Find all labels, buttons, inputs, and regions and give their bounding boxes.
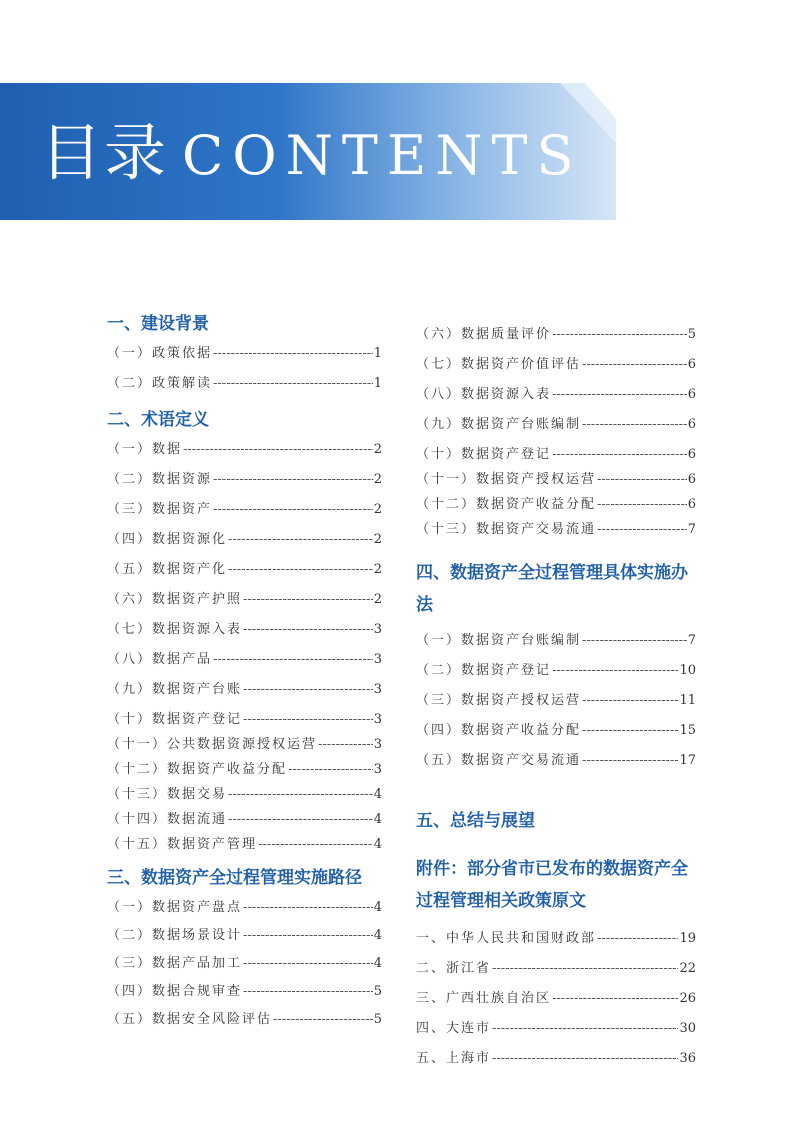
toc-entry[interactable] bbox=[107, 1008, 382, 1036]
toc-entry[interactable] bbox=[107, 558, 382, 588]
toc-entry-label: 五、上海市 bbox=[416, 1051, 492, 1066]
toc-entry-page-number: 6 bbox=[687, 387, 696, 402]
toc-entry-label: （十一）公共数据资源授权运营 bbox=[107, 737, 318, 752]
toc-leader-dashes bbox=[597, 931, 678, 946]
toc-entry[interactable] bbox=[107, 924, 382, 952]
toc-leader-dashes bbox=[582, 357, 687, 372]
toc-entry[interactable] bbox=[416, 493, 696, 518]
toc-entry-label: （九）数据资产台账编制 bbox=[416, 417, 582, 432]
toc-entry[interactable] bbox=[416, 957, 696, 987]
toc-entry-label: （五）数据安全风险评估 bbox=[107, 1012, 273, 1027]
toc-entry[interactable] bbox=[107, 528, 382, 558]
toc-entry-page-number: 2 bbox=[373, 442, 382, 457]
toc-entry-page-number: 26 bbox=[679, 991, 696, 1006]
toc-entry-page-number: 4 bbox=[373, 837, 382, 852]
toc-entry-label: （一）政策依据 bbox=[107, 346, 213, 361]
toc-leader-dashes bbox=[582, 723, 678, 738]
toc-entry-page-number: 2 bbox=[373, 502, 382, 517]
toc-entry[interactable] bbox=[107, 896, 382, 924]
toc-entry[interactable] bbox=[416, 719, 696, 749]
toc-entry-page-number: 3 bbox=[373, 762, 382, 777]
toc-section-heading[interactable]: 二、术语定义 bbox=[107, 410, 209, 430]
toc-section-heading[interactable]: 三、数据资产全过程管理实施路径 bbox=[107, 868, 362, 888]
toc-entry[interactable] bbox=[416, 383, 696, 413]
toc-leader-dashes bbox=[228, 812, 373, 827]
toc-entry[interactable] bbox=[107, 758, 382, 783]
toc-entry[interactable] bbox=[416, 468, 696, 493]
toc-entry-page-number: 17 bbox=[679, 753, 696, 768]
toc-entry-page-number: 11 bbox=[679, 693, 696, 708]
toc-entry-page-number: 5 bbox=[373, 1012, 382, 1027]
toc-leader-dashes bbox=[552, 387, 687, 402]
toc-entry-label: （十二）数据资产收益分配 bbox=[107, 762, 288, 777]
toc-entry-label: 三、广西壮族自治区 bbox=[416, 991, 552, 1006]
toc-entry[interactable] bbox=[416, 1047, 696, 1077]
toc-entry-label: （一）数据资产台账编制 bbox=[416, 633, 582, 648]
toc-leader-dashes bbox=[243, 592, 373, 607]
toc-entry-page-number: 7 bbox=[687, 522, 696, 537]
toc-leader-dashes bbox=[318, 737, 373, 752]
toc-leader-dashes bbox=[288, 762, 373, 777]
toc-entry-label: （十五）数据资产管理 bbox=[107, 837, 258, 852]
toc-entry-label: （六）数据质量评价 bbox=[416, 327, 552, 342]
toc-entry-label: （一）数据 bbox=[107, 442, 183, 457]
toc-entry-page-number: 30 bbox=[679, 1021, 696, 1036]
toc-entry[interactable] bbox=[416, 323, 696, 353]
toc-leader-dashes bbox=[243, 622, 373, 637]
toc-entry-label: （二）数据资产登记 bbox=[416, 663, 552, 678]
toc-leader-dashes bbox=[213, 376, 373, 391]
toc-entry[interactable] bbox=[416, 689, 696, 719]
toc-entry-page-number: 4 bbox=[373, 900, 382, 915]
toc-leader-dashes bbox=[258, 837, 373, 852]
toc-entry-label: （十三）数据资产交易流通 bbox=[416, 522, 597, 537]
toc-entry[interactable] bbox=[416, 749, 696, 779]
toc-entry[interactable] bbox=[107, 588, 382, 618]
toc-entry-page-number: 10 bbox=[679, 663, 696, 678]
toc-section-heading[interactable]: 五、总结与展望 bbox=[416, 811, 535, 831]
toc-entry-label: （二）数据场景设计 bbox=[107, 928, 243, 943]
toc-leader-dashes bbox=[597, 522, 687, 537]
title-chinese: 目录 bbox=[40, 116, 169, 189]
toc-entry-label: （三）数据资产授权运营 bbox=[416, 693, 582, 708]
toc-entry-label: （十一）数据资产授权运营 bbox=[416, 472, 597, 487]
toc-entry-page-number: 4 bbox=[373, 812, 382, 827]
toc-entry[interactable] bbox=[107, 833, 382, 858]
toc-entry-page-number: 19 bbox=[679, 931, 696, 946]
toc-entry[interactable] bbox=[416, 629, 696, 659]
toc-leader-dashes bbox=[582, 693, 678, 708]
toc-entry-page-number: 5 bbox=[373, 984, 382, 999]
toc-entry-page-number: 2 bbox=[373, 562, 382, 577]
toc-entry-label: （三）数据产品加工 bbox=[107, 956, 243, 971]
toc-entry-page-number: 2 bbox=[373, 532, 382, 547]
toc-entry-page-number: 3 bbox=[373, 652, 382, 667]
toc-entry-label: （十四）数据流通 bbox=[107, 812, 228, 827]
toc-entry[interactable] bbox=[107, 618, 382, 648]
toc-entry[interactable] bbox=[107, 372, 382, 402]
toc-entry-page-number: 15 bbox=[679, 723, 696, 738]
toc-entry-page-number: 36 bbox=[679, 1051, 696, 1066]
toc-entry-label: （十三）数据交易 bbox=[107, 787, 228, 802]
toc-leader-dashes bbox=[183, 442, 373, 457]
toc-entry-label: （十）数据资产登记 bbox=[107, 712, 243, 727]
toc-entry[interactable] bbox=[107, 808, 382, 833]
toc-entry[interactable] bbox=[107, 342, 382, 372]
toc-entry-label: （九）数据资产台账 bbox=[107, 682, 243, 697]
toc-leader-dashes bbox=[492, 1021, 678, 1036]
toc-entry-page-number: 3 bbox=[373, 712, 382, 727]
toc-leader-dashes bbox=[243, 956, 373, 971]
toc-entry-label: （十二）数据资产收益分配 bbox=[416, 497, 597, 512]
toc-entry-label: （八）数据资源入表 bbox=[416, 387, 552, 402]
toc-entry[interactable] bbox=[107, 498, 382, 528]
toc-entry-page-number: 3 bbox=[373, 682, 382, 697]
toc-entry-label: （七）数据资源入表 bbox=[107, 622, 243, 637]
toc-leader-dashes bbox=[243, 682, 373, 697]
toc-entry-page-number: 1 bbox=[373, 376, 382, 391]
toc-entry-page-number: 6 bbox=[687, 417, 696, 432]
toc-leader-dashes bbox=[582, 417, 687, 432]
toc-entry-page-number: 3 bbox=[373, 622, 382, 637]
toc-leader-dashes bbox=[228, 562, 373, 577]
toc-entry[interactable] bbox=[107, 678, 382, 708]
toc-leader-dashes bbox=[552, 991, 678, 1006]
toc-entry-label: （二）政策解读 bbox=[107, 376, 213, 391]
toc-entry[interactable] bbox=[416, 413, 696, 443]
toc-entry[interactable] bbox=[416, 987, 696, 1017]
toc-entry[interactable] bbox=[107, 980, 382, 1008]
toc-entry[interactable] bbox=[416, 927, 696, 957]
toc-leader-dashes bbox=[273, 1012, 373, 1027]
toc-entry-page-number: 2 bbox=[373, 592, 382, 607]
toc-entry[interactable] bbox=[416, 353, 696, 383]
toc-entry-page-number: 22 bbox=[679, 961, 696, 976]
toc-entry[interactable] bbox=[107, 438, 382, 468]
toc-entry[interactable] bbox=[107, 733, 382, 758]
toc-entry-page-number: 7 bbox=[687, 633, 696, 648]
toc-leader-dashes bbox=[552, 663, 678, 678]
toc-entry-page-number: 5 bbox=[687, 327, 696, 342]
toc-leader-dashes bbox=[552, 447, 687, 462]
toc-leader-dashes bbox=[552, 327, 687, 342]
toc-entry-page-number: 3 bbox=[373, 737, 382, 752]
toc-entry-label: （七）数据资产价值评估 bbox=[416, 357, 582, 372]
toc-entry-label: （六）数据资产护照 bbox=[107, 592, 243, 607]
toc-entry-page-number: 4 bbox=[373, 928, 382, 943]
toc-left-column bbox=[107, 310, 382, 1036]
toc-leader-dashes bbox=[243, 928, 373, 943]
toc-leader-dashes bbox=[243, 984, 373, 999]
toc-leader-dashes bbox=[597, 472, 687, 487]
toc-entry[interactable] bbox=[416, 443, 696, 468]
toc-leader-dashes bbox=[582, 753, 678, 768]
toc-appendix-heading[interactable]: 附件：部分省市已发布的数据资产全过程管理相关政策原文 bbox=[416, 859, 688, 911]
toc-entry[interactable] bbox=[107, 708, 382, 733]
toc-entry-label: （十）数据资产登记 bbox=[416, 447, 552, 462]
toc-right-column bbox=[416, 323, 696, 1077]
toc-entry-label: （四）数据合规审查 bbox=[107, 984, 243, 999]
toc-leader-dashes bbox=[213, 472, 373, 487]
toc-leader-dashes bbox=[243, 712, 373, 727]
toc-entry-label: （八）数据产品 bbox=[107, 652, 213, 667]
page-title bbox=[40, 118, 583, 191]
toc-entry-page-number: 4 bbox=[373, 787, 382, 802]
toc-entry-page-number: 6 bbox=[687, 472, 696, 487]
toc-entry-page-number: 6 bbox=[687, 447, 696, 462]
toc-entry-label: （三）数据资产 bbox=[107, 502, 213, 517]
toc-leader-dashes bbox=[492, 1051, 678, 1066]
toc-entry-label: （四）数据资产收益分配 bbox=[416, 723, 582, 738]
toc-leader-dashes bbox=[582, 633, 687, 648]
toc-entry[interactable] bbox=[107, 783, 382, 808]
toc-leader-dashes bbox=[228, 532, 373, 547]
toc-section-heading[interactable]: 一、建设背景 bbox=[107, 314, 209, 334]
toc-entry-label: （五）数据资产化 bbox=[107, 562, 228, 577]
toc-entry-page-number: 4 bbox=[373, 956, 382, 971]
title-english: CONTENTS bbox=[182, 124, 583, 187]
toc-entry-page-number: 6 bbox=[687, 357, 696, 372]
toc-leader-dashes bbox=[213, 502, 373, 517]
toc-section-heading[interactable]: 四、数据资产全过程管理具体实施办法 bbox=[416, 563, 688, 615]
toc-entry-label: （二）数据资源 bbox=[107, 472, 213, 487]
toc-entry-page-number: 2 bbox=[373, 472, 382, 487]
toc-entry[interactable] bbox=[107, 468, 382, 498]
toc-entry[interactable] bbox=[107, 952, 382, 980]
toc-leader-dashes bbox=[597, 497, 687, 512]
toc-entry[interactable] bbox=[107, 648, 382, 678]
toc-entry[interactable] bbox=[416, 659, 696, 689]
toc-entry-label: （一）数据资产盘点 bbox=[107, 900, 243, 915]
toc-entry-label: 二、浙江省 bbox=[416, 961, 492, 976]
toc-entry-label: （四）数据资源化 bbox=[107, 532, 228, 547]
toc-entry-label: 一、中华人民共和国财政部 bbox=[416, 931, 597, 946]
toc-leader-dashes bbox=[213, 346, 373, 361]
toc-entry-label: 四、大连市 bbox=[416, 1021, 492, 1036]
toc-entry-label: （五）数据资产交易流通 bbox=[416, 753, 582, 768]
toc-entry[interactable] bbox=[416, 1017, 696, 1047]
toc-leader-dashes bbox=[213, 652, 373, 667]
toc-entry-page-number: 6 bbox=[687, 497, 696, 512]
toc-leader-dashes bbox=[243, 900, 373, 915]
toc-entry-page-number: 1 bbox=[373, 346, 382, 361]
toc-leader-dashes bbox=[492, 961, 678, 976]
toc-entry[interactable] bbox=[416, 518, 696, 543]
toc-leader-dashes bbox=[228, 787, 373, 802]
